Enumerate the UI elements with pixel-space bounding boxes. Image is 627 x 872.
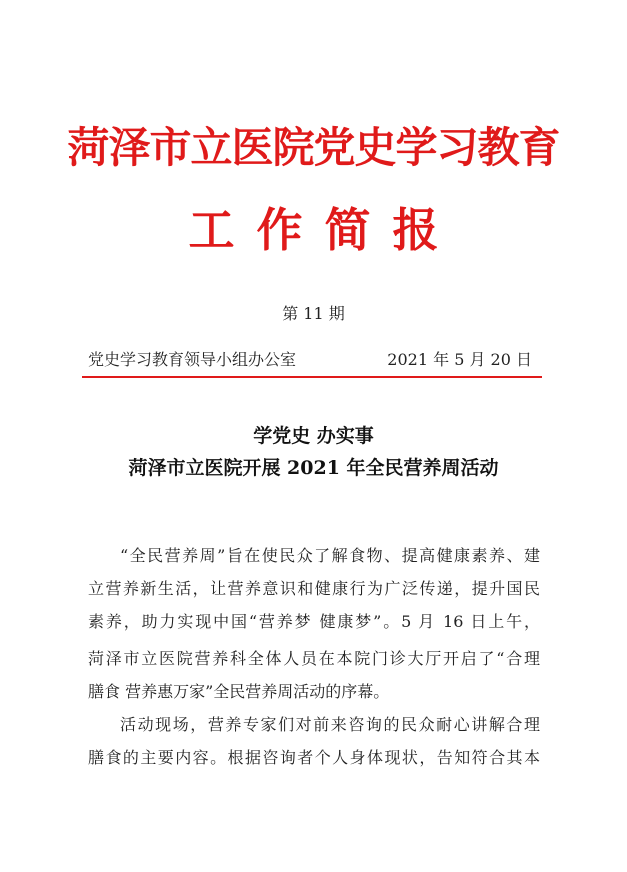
body-line-1: “全民营养周”旨在使民众了解食物、提高健康素养、建 (120, 546, 540, 565)
issuer-office: 党史学习教育领导小组办公室 (88, 350, 297, 369)
issuer-row (88, 348, 540, 372)
masthead-title: 菏泽市立医院党史学习教育 (67, 123, 560, 172)
body-line-2: 立营养新生活，让营养意识和健康行为广泛传递，提升国民 (88, 579, 540, 598)
issue-number: 第 11 期 (282, 304, 345, 323)
red-divider (82, 376, 542, 378)
body-line-5: 膳食 营养惠万家”全民营养周活动的序幕。 (88, 682, 390, 701)
body-line-3: 素养，助力实现中国“营养梦 健康梦”。5 月 16 日上午， (88, 612, 540, 631)
body-line-6: 活动现场，营养专家们对前来咨询的民众耐心讲解合理 (120, 715, 540, 734)
body-line-7: 膳食的主要内容。根据咨询者个人身体现状，告知符合其本 (88, 748, 540, 767)
article-title-line-1: 学党史 办实事 (253, 425, 374, 447)
masthead-subtitle: 工作简报 (188, 203, 461, 257)
article-title-line-2: 菏泽市立医院开展 2021 年全民营养周活动 (128, 457, 499, 479)
body-line-4: 菏泽市立医院营养科全体人员在本院门诊大厅开启了“合理 (88, 649, 540, 668)
issue-date: 2021 年 5 月 20 日 (387, 350, 532, 369)
